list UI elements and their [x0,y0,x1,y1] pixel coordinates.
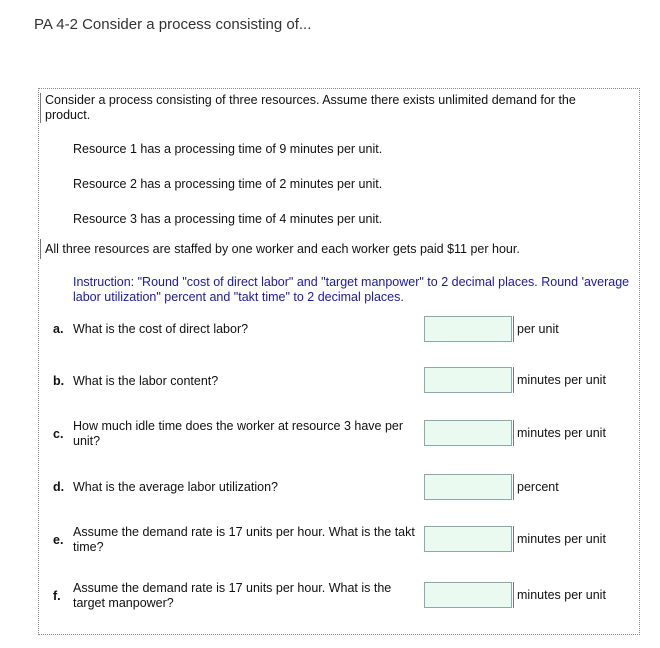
question-b-letter: b. [53,374,65,388]
question-a-letter: a. [53,322,64,336]
page-title: PA 4-2 Consider a process consisting of... [34,16,312,33]
rounding-instruction: Instruction: "Round "cost of direct labor" and "target manpower" to 2 decimal places. Round 'average labor utilization" percent and "takt time" to 2 decimal places. [73,275,630,304]
question-d-unit: percent [513,474,559,500]
question-f-unit: minutes per unit [513,582,606,608]
question-c-unit: minutes per unit [513,420,606,446]
question-f-letter: f. [53,589,61,603]
resource-2-statement: Resource 2 has a processing time of 2 minutes per unit. [73,177,383,191]
question-c-text: How much idle time does the worker at resource 3 have per unit? [73,419,404,448]
question-b-unit: minutes per unit [513,367,606,393]
question-b-text: What is the labor content? [73,374,219,388]
question-e-letter: e. [53,533,64,547]
resource-3-statement: Resource 3 has a processing time of 4 minutes per unit. [73,212,383,226]
question-d-text: What is the average labor utilization? [73,480,278,494]
question-f-answer-input[interactable] [424,582,512,608]
question-a-answer-input[interactable] [424,316,512,342]
problem-intro: Consider a process consisting of three resources. Assume there exists unlimited demand for the product. [40,93,603,123]
question-d-answer-input[interactable] [424,474,512,500]
staffing-statement: All three resources are staffed by one worker and each worker gets paid $11 per hour. [40,239,605,259]
question-c-letter: c. [53,427,64,441]
question-c-answer-input[interactable] [424,420,512,446]
question-e-text: Assume the demand rate is 17 units per hour. What is the takt time? [73,525,415,554]
question-e-unit: minutes per unit [513,526,606,552]
question-d-letter: d. [53,480,65,494]
question-e-answer-input[interactable] [424,526,512,552]
question-b-answer-input[interactable] [424,367,512,393]
question-a-text: What is the cost of direct labor? [73,322,249,336]
question-a-unit: per unit [513,316,559,342]
resource-1-statement: Resource 1 has a processing time of 9 minutes per unit. [73,142,383,156]
question-f-text: Assume the demand rate is 17 units per hour. What is the target manpower? [73,581,392,610]
